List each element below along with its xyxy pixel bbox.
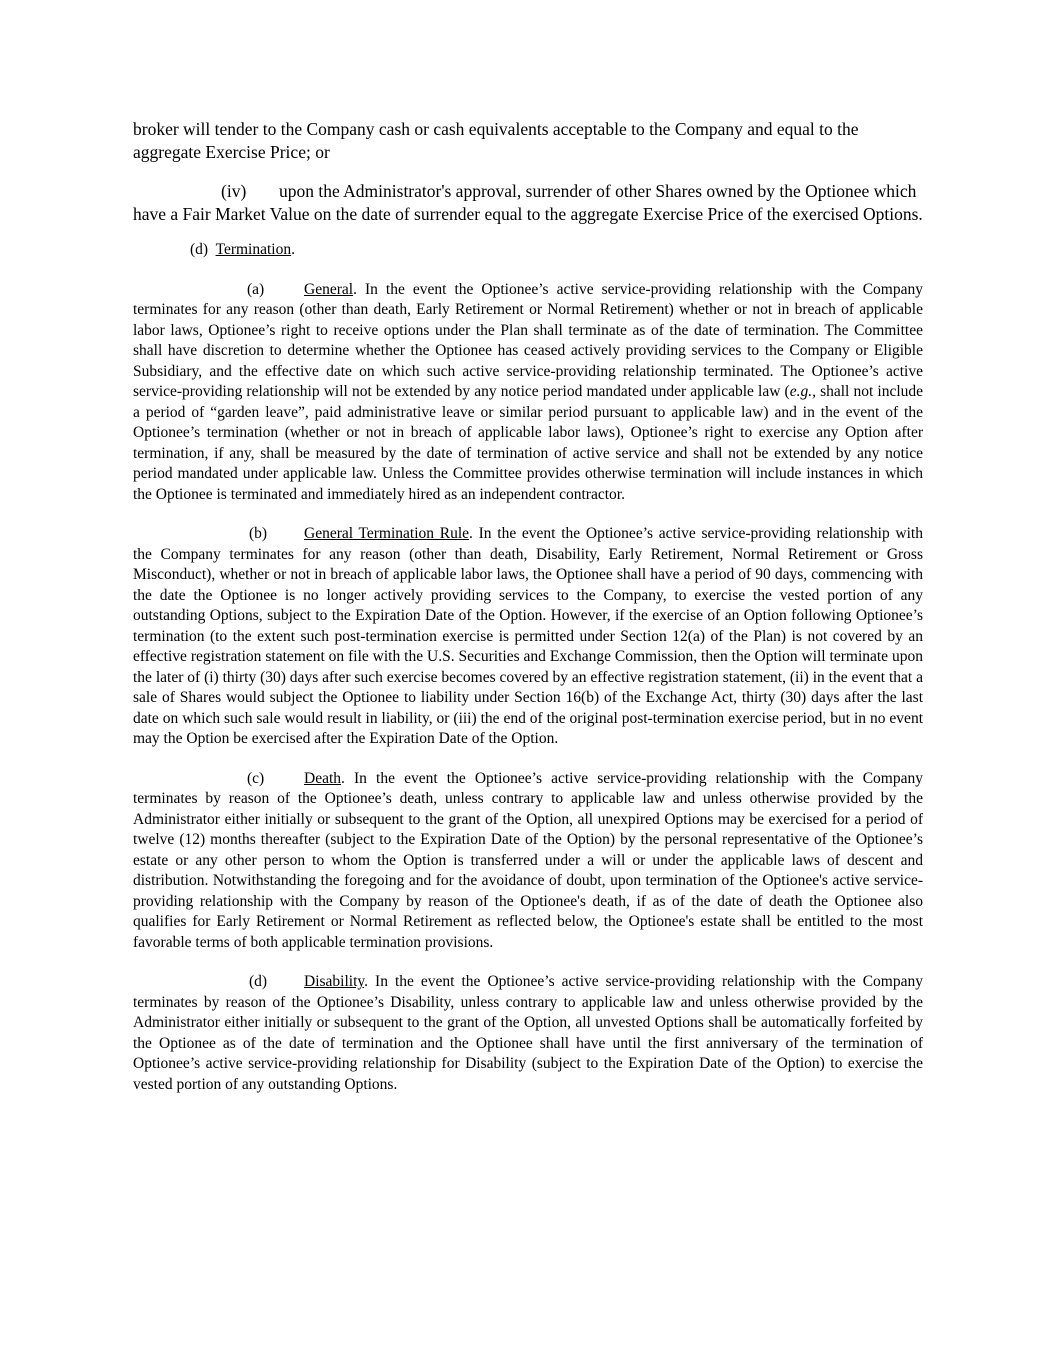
paragraph-death: [133, 769, 923, 954]
paragraph-general-title: General: [304, 280, 354, 298]
paragraph-general-termination-rule-title: General Termination Rule: [304, 525, 470, 542]
intro-continuation-text: broker will tender to the Company cash or cash equivalents acceptable to the Company and equal to the aggregate Exercise Price; or: [133, 119, 859, 162]
section-d-title-suffix: .: [291, 241, 295, 258]
paragraph-death-marker: (c): [247, 769, 265, 787]
paragraph-general-text-1: . In the event the Optionee’s active service-providing relationship with the Company terminates for any reason (other than death, Early Retirement or Normal Retirement) whether or not in breach of applicable labor laws, Optionee’s right to receive options under the Plan shall terminate as of the date of termination. The Committee shall have discretion to determine whether the Optionee has ceased actively providing services to the Company or Eligible Subsidiary, and the effective date on which such active service-providing relationship terminated. The Optionee’s active service-providing relationship will not be extended by any notice period mandated under applicable law (: [133, 280, 923, 400]
paragraph-general: [133, 280, 923, 506]
clause-iv: [133, 180, 923, 225]
paragraph-death-title: Death: [304, 769, 342, 787]
intro-continuation: [133, 118, 923, 163]
section-d-heading: [190, 240, 923, 261]
clause-iv-marker: (iv): [221, 181, 247, 201]
paragraph-disability-title: Disability: [304, 973, 365, 990]
section-d-title: Termination: [215, 241, 292, 258]
paragraph-general-marker: (a): [247, 280, 265, 298]
paragraph-general-termination-rule-marker: (b): [249, 525, 268, 542]
paragraph-general-text-2: shall not include a period of “garden leave”, paid administrative leave or similar period pursuant to applicable law) and in the event of the Optionee’s termination (whether or not in breach of applicable labor laws), Optionee’s right to exercise any Option after termination, if any, shall be measured by the date of termination of active service and shall not be extended by any notice period mandated under applicable law. Unless the Committee provides otherwise termination will include instances in which the Optionee is terminated and immediately hired as an independent contractor.: [133, 383, 924, 503]
clause-iv-text: upon the Administrator's approval, surrender of other Shares owned by the Optionee which have a Fair Market Value on the date of surrender equal to the aggregate Exercise Price of the exercised Options.: [133, 181, 923, 224]
paragraph-death-text: . In the event the Optionee’s active service-providing relationship with the Company terminates by reason of the Optionee’s death, unless contrary to applicable law and unless otherwise provided by the Administrator either initially or subsequent to the grant of the Option, all unexpired Options may be exercised for a period of twelve (12) months thereafter (subject to the Expiration Date of the Option) by the personal representative of the Optionee’s estate or any other person to whom the Option is transferred under a will or under the applicable laws of descent and distribution. Notwithstanding the foregoing and for the avoidance of doubt, upon termination of the Optionee's active service-providing relationship with the Company by reason of the Optionee's death, if as of the date of death the Optionee also qualifies for Early Retirement or Normal Retirement as reflected below, the Optionee's estate shall be entitled to the most favorable terms of both applicable termination provisions.: [133, 769, 923, 951]
paragraph-general-termination-rule: [133, 524, 923, 750]
paragraph-disability: [133, 972, 923, 1095]
paragraph-general-italic: e.g.,: [789, 383, 816, 400]
section-d-marker: (d): [190, 241, 209, 258]
document-body: [133, 118, 923, 1095]
paragraph-disability-marker: (d): [249, 973, 268, 990]
paragraph-disability-text: . In the event the Optionee’s active service-providing relationship with the Company terminates by reason of the Optionee’s Disability, unless contrary to applicable law and unless otherwise provided by the Administrator either initially or subsequent to the grant of the Option, all unvested Options shall be automatically forfeited by the Optionee as of the date of termination and the Optionee shall have until the first anniversary of the termination of Optionee’s active service-providing relationship for Disability (subject to the Expiration Date of the Option) to exercise the vested portion of any outstanding Options.: [133, 973, 923, 1093]
paragraph-general-termination-rule-text: . In the event the Optionee’s active service-providing relationship with the Company terminates for any reason (other than death, Disability, Early Retirement, Normal Retirement or Gross Misconduct), whether or not in breach of applicable labor laws, the Optionee shall have a period of 90 days, commencing with the date the Optionee is no longer actively providing services to the Company, to exercise the vested portion of any outstanding Options, subject to the Expiration Date of the Option. However, if the exercise of an Option following Optionee’s termination (to the extent such post-termination exercise is permitted under Section 12(a) of the Plan) is not covered by an effective registration statement on file with the U.S. Securities and Exchange Commission, then the Option will terminate upon the later of (i) thirty (30) days after such exercise becomes covered by an effective registration statement, (ii) in the event that a sale of Shares would subject the Optionee to liability under Section 16(b) of the Exchange Act, thirty (30) days after the last date on which such sale would result in liability, or (iii) the end of the original post-termination exercise period, but in no event may the Option be exercised after the Expiration Date of the Option.: [133, 525, 923, 747]
